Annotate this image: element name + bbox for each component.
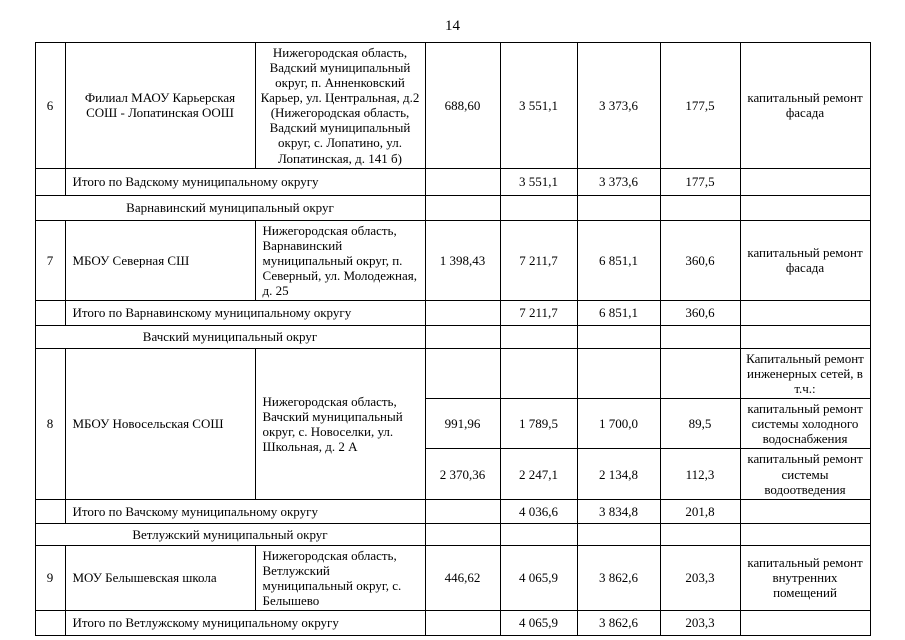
cell-value: 89,5: [660, 399, 740, 449]
cell-value: 4 036,6: [500, 499, 577, 523]
empty-cell: [425, 326, 500, 349]
school-row: [35, 349, 870, 399]
empty-cell: [425, 301, 500, 326]
total-row: [35, 499, 870, 523]
cell-value: 6 851,1: [577, 220, 660, 300]
cell-value: 2 247,1: [500, 449, 577, 499]
empty-cell: [35, 499, 65, 523]
empty-cell: [740, 195, 870, 220]
cell-value: 2 370,36: [425, 449, 500, 499]
cell-school-name: МБОУ Северная СШ: [65, 220, 255, 300]
cell-address: Нижегородская область, Вадский муниципальный округ, п. Анненковский Карьер, ул. Центральная, д.2 (Нижегородская область, Вадский муниципальный округ, с. Лопатино, ул. Лопатинская, д. 141 б): [255, 43, 425, 169]
section-row: [35, 326, 870, 349]
cell-value: 7 211,7: [500, 220, 577, 300]
empty-cell: [425, 611, 500, 636]
empty-cell: [35, 301, 65, 326]
section-header-label: Вачский муниципальный округ: [35, 326, 425, 349]
empty-cell: [660, 195, 740, 220]
section-row: [35, 523, 870, 545]
cell-value: 3 551,1: [500, 168, 577, 195]
section-row: [35, 195, 870, 220]
cell-address: Нижегородская область, Вачский муниципальный округ, с. Новоселки, ул. Школьная, д. 2 А: [255, 349, 425, 500]
empty-cell: [740, 611, 870, 636]
cell-value: 360,6: [660, 301, 740, 326]
cell-value: 1 398,43: [425, 220, 500, 300]
cell-value: 203,3: [660, 611, 740, 636]
cell-work-type: Капитальный ремонт инженерных сетей, в т.ч.:: [740, 349, 870, 399]
cell-value: 1 789,5: [500, 399, 577, 449]
empty-cell: [425, 168, 500, 195]
cell-row-number: 7: [35, 220, 65, 300]
cell-school-name: МБОУ Новосельская СОШ: [65, 349, 255, 500]
cell-address: Нижегородская область, Ветлужский муниципальный округ, с. Белышево: [255, 545, 425, 610]
total-row: [35, 611, 870, 636]
cell-value: 3 373,6: [577, 168, 660, 195]
section-header-label: Ветлужский муниципальный округ: [35, 523, 425, 545]
total-row-label: Итого по Вачскому муниципальному округу: [65, 499, 425, 523]
cell-value: 112,3: [660, 449, 740, 499]
cell-value: 4 065,9: [500, 611, 577, 636]
empty-cell: [740, 168, 870, 195]
cell-work-type: капитальный ремонт системы водоотведения: [740, 449, 870, 499]
cell-value: 360,6: [660, 220, 740, 300]
total-row-label: Итого по Варнавинскому муниципальному округу: [65, 301, 425, 326]
section-header-label: Варнавинский муниципальный округ: [35, 195, 425, 220]
empty-cell: [577, 523, 660, 545]
cell-address: Нижегородская область, Варнавинский муниципальный округ, п. Северный, ул. Молодежная, д. 25: [255, 220, 425, 300]
empty-cell: [740, 301, 870, 326]
cell-value: 991,96: [425, 399, 500, 449]
empty-cell: [425, 499, 500, 523]
total-row-label: Итого по Вадскому муниципальному округу: [65, 168, 425, 195]
cell-value: 3 373,6: [577, 43, 660, 169]
cell-work-type: капитальный ремонт внутренних помещений: [740, 545, 870, 610]
cell-work-type: капитальный ремонт фасада: [740, 220, 870, 300]
cell-value: 688,60: [425, 43, 500, 169]
cell-value: 203,3: [660, 545, 740, 610]
cell-value: 3 862,6: [577, 545, 660, 610]
total-row: [35, 168, 870, 195]
empty-cell: [740, 326, 870, 349]
empty-cell: [660, 326, 740, 349]
cell-value: 177,5: [660, 168, 740, 195]
cell-row-number: 9: [35, 545, 65, 610]
page-number: 14: [445, 18, 460, 34]
cell-value: 201,8: [660, 499, 740, 523]
cell-work-type: капитальный ремонт системы холодного водоснабжения: [740, 399, 870, 449]
cell-value: 4 065,9: [500, 545, 577, 610]
cell-value: 1 700,0: [577, 399, 660, 449]
cell-value: 3 862,6: [577, 611, 660, 636]
school-row: [35, 220, 870, 300]
school-row: [35, 545, 870, 610]
cell-value: 177,5: [660, 43, 740, 169]
cell-value: 2 134,8: [577, 449, 660, 499]
empty-cell: [500, 326, 577, 349]
empty-cell: [740, 523, 870, 545]
empty-cell: [500, 349, 577, 399]
empty-cell: [35, 611, 65, 636]
total-row: [35, 301, 870, 326]
cell-value: 446,62: [425, 545, 500, 610]
schools-repair-table: [35, 42, 871, 636]
cell-work-type: капитальный ремонт фасада: [740, 43, 870, 169]
cell-value: 3 834,8: [577, 499, 660, 523]
empty-cell: [660, 523, 740, 545]
cell-value: 7 211,7: [500, 301, 577, 326]
empty-cell: [577, 326, 660, 349]
empty-cell: [500, 523, 577, 545]
empty-cell: [425, 523, 500, 545]
total-row-label: Итого по Ветлужскому муниципальному округу: [65, 611, 425, 636]
empty-cell: [740, 499, 870, 523]
school-row: [35, 43, 870, 169]
cell-school-name: МОУ Белышевская школа: [65, 545, 255, 610]
empty-cell: [425, 195, 500, 220]
cell-value: 6 851,1: [577, 301, 660, 326]
cell-row-number: 8: [35, 349, 65, 500]
empty-cell: [577, 349, 660, 399]
empty-cell: [35, 168, 65, 195]
cell-row-number: 6: [35, 43, 65, 169]
empty-cell: [425, 349, 500, 399]
cell-school-name: Филиал МАОУ Карьерская СОШ - Лопатинская ООШ: [65, 43, 255, 169]
empty-cell: [577, 195, 660, 220]
empty-cell: [660, 349, 740, 399]
cell-value: 3 551,1: [500, 43, 577, 169]
empty-cell: [500, 195, 577, 220]
